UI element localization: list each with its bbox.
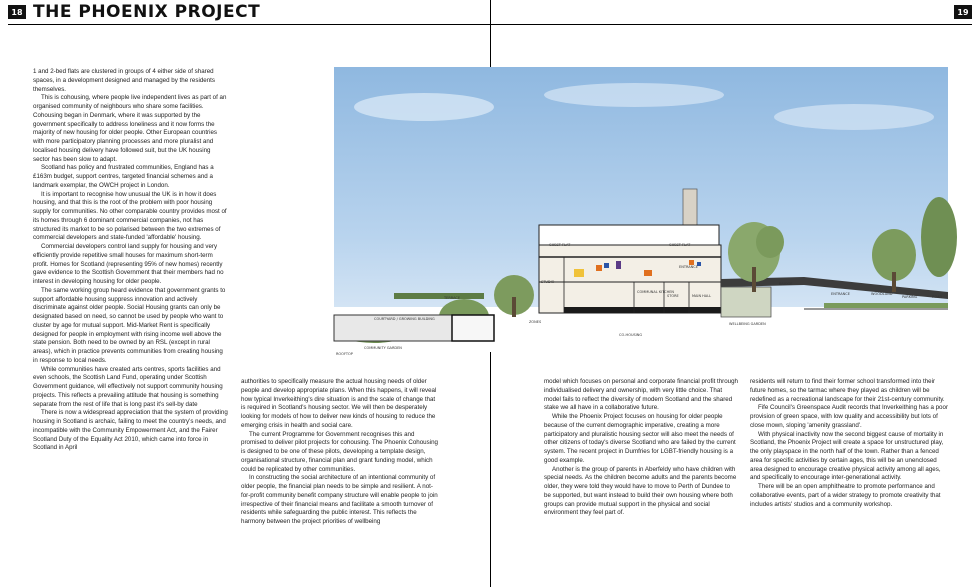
page-title: THE PHOENIX PROJECT	[33, 2, 261, 22]
label-woodland: WOODLAND	[871, 292, 893, 296]
paragraph: There is now a widespread appreciation that the system of providing housing in Scotland is archaic, failing to meet the country's needs, and incompatible with the Community Empowerment Act, and the Fairer Scotland Duty of the Equality Act 2010, which came into force in Scotland in April	[33, 409, 228, 452]
label-main-hall: MAIN HALL	[692, 294, 712, 298]
label-courtyard: COURTYARD / GROWING BUILDING	[374, 317, 435, 321]
paragraph: There will be an open amphitheatre to promote performance and collaborative events, part of a wider strategy to promote creativity that includes artists' studios and a community workshop.	[750, 483, 941, 508]
label-entrance-2: ENTRANCE	[831, 292, 850, 296]
label-guest-flat-1: GUEST FLAT	[549, 243, 571, 247]
paragraph: The same working group heard evidence that government grants to support affordable housing suppress innovation and actively discriminate against older people. Social Housing grants can only be designated based on need, so cannot be used by people who want to cluster by age for mutual support. Mid-Market Rent is specifically designed for people in employment with rising income well above the state pension. Both need to be owned by an RSL (except in rural areas), which in practice prevents communities from creating housing in response to local needs.	[33, 286, 226, 364]
label-wellbeing-garden: WELLBEING GARDEN	[729, 322, 766, 326]
label-store: STORE	[667, 294, 679, 298]
paragraph: Scotland has policy and frustrated communities, England has a £163m budget, support centres, targeted financial schemes and a landmark exemplar, the OWCH project in London.	[33, 164, 214, 189]
label-communal-kitchen: COMMUNAL KITCHEN	[637, 290, 675, 294]
paragraph: While the Phoenix Project focuses on housing for older people because of the current demographic imperative, creating a more participatory and pluralistic housing sector will also meet the needs of other citizens of today's diverse Scotland who are failed by the current system. The recent project in Dumfries for LGBT-friendly housing is a good example.	[544, 413, 736, 464]
paragraph: While communities have created arts centres, sports facilities and even schools, the Scottish Land Fund, operating under Scottish Government guidance, will effectively not support community housing projects. This reflects a prevailing attitude that housing is something separate from the rest of life that is long past it's sell-by date	[33, 365, 223, 408]
paragraph: This is cohousing, where people live independent lives as part of an organised community of neighbours who share some facilities. Cohousing began in Denmark, where it was supported by the government specifically to address loneliness and it now forms the majority of new housing for older people. Other European countries with more participatory planning processes and more pluralist and localised housing delivery have followed suit, but the UK housing sector has been slow to adapt.	[33, 94, 227, 163]
label-co-housing: CO-HOUSING	[619, 333, 643, 337]
text-column-3	[544, 378, 738, 518]
section-drawing	[334, 67, 948, 356]
label-guest-flat-2: GUEST FLAT	[669, 243, 691, 247]
paragraph: Commercial developers control land supply for housing and very efficiently provide repetitive small houses for maximum short-term profit. Homes for Scotland (representing 95% of new homes) recently gave evidence to the Scottish Government that their members had no interest in developing housing for older people.	[33, 243, 224, 285]
label-parking: PARKING	[902, 295, 918, 299]
paragraph: In constructing the social architecture of an intentional community of older people, the financial plan needs to be simple and resilient. A not-for-profit community benefit company structure will enable people to join irrespective of their financial means and facilitate a smooth turnover of residents while safeguarding the public interest. This reflects the harmony between the project priorities of wellbeing	[241, 474, 438, 525]
label-studio: STUDIO	[541, 280, 555, 284]
label-zones: ZONES	[529, 320, 542, 324]
text-column-1	[33, 68, 229, 453]
label-rooftop: ROOFTOP	[336, 352, 353, 356]
label-community-garden: COMMUNITY GARDEN	[364, 346, 402, 350]
label-terrace: TERRACE	[444, 296, 461, 300]
paragraph: It is important to recognise how unusual the UK is in how it does housing, and that this is the root of the problem with poor housing supply for communities. No other comparable country provides most of its homes through 6 dominant commercial companies, not has structured its market to be so polarised between the two extremes of commercial developers and state-funded 'affordable' housing.	[33, 190, 227, 242]
header-rule-right	[491, 24, 972, 25]
label-road: ROAD	[932, 295, 943, 299]
text-column-2	[241, 378, 441, 527]
header-rule-left	[8, 24, 490, 25]
paragraph: residents will return to find their former school transformed into their future homes, so the tarmac where they played as children will be redefined as a recreational landscape for their 21st-century community.	[750, 378, 945, 403]
paragraph: Another is the group of parents in Aberfeldy who have children with special needs. As the children become adults and the parents become older, they were told they would have to move to Perth of Dundee to be supported, but want instead to build their own housing where both groups can provide mutual support in the physical and social environment they feel part of.	[544, 465, 737, 517]
text-column-4	[750, 378, 948, 509]
paragraph: authorities to specifically measure the actual housing needs of older people and develop appropriate plans. When this happens, it will reveal how typical Inverkeithing's dire situation is and the scale of change that is required in Scotland's housing sector. We will then be desperately looking for models of how to deliver new kinds of housing to reduce the emerging crisis in health and social care.	[241, 378, 437, 429]
label-bridge: BRIDGE	[779, 282, 793, 286]
paragraph: With physical inactivity now the second biggest cause of mortality in Scotland, the Phoenix Project will create a space for unstructured play, the only playspace in the north half of the town. Rather than a fenced area for specific activities by certain ages, this will be an unenclosed area designed to encourage creative physical activity among all ages, and specifically to encourage inter-generational activity.	[750, 430, 944, 482]
page-number-left: 18	[8, 5, 26, 19]
paragraph: Fife Council's Greenspace Audit records that Inverkeithing has a poor provision of green space, with low quality and accessibility but lots of close mown, sloping 'amenity grassland'.	[750, 404, 949, 429]
label-entrance: ENTRANCE	[679, 265, 698, 269]
paragraph: model which focuses on personal and corporate financial profit through individualised delivery and ownership, with very little choice. That model fails to reflect the diversity of modern Scotland and the shared stake we all have in a collaborative future.	[544, 378, 738, 412]
paragraph: The current Programme for Government recognises this and promised to deliver pilot projects for cohousing. The Phoenix Cohousing is designed to be one of these pilots, developing a template design, organisational structure, financial plan and grant funding model, which could be replicated by other communities.	[241, 430, 438, 473]
building-section-illustration	[334, 67, 948, 356]
page-number-right: 19	[954, 5, 972, 19]
paragraph: 1 and 2-bed flats are clustered in groups of 4 either side of shared spaces, in a development designed and managed by the residents themselves.	[33, 68, 215, 93]
